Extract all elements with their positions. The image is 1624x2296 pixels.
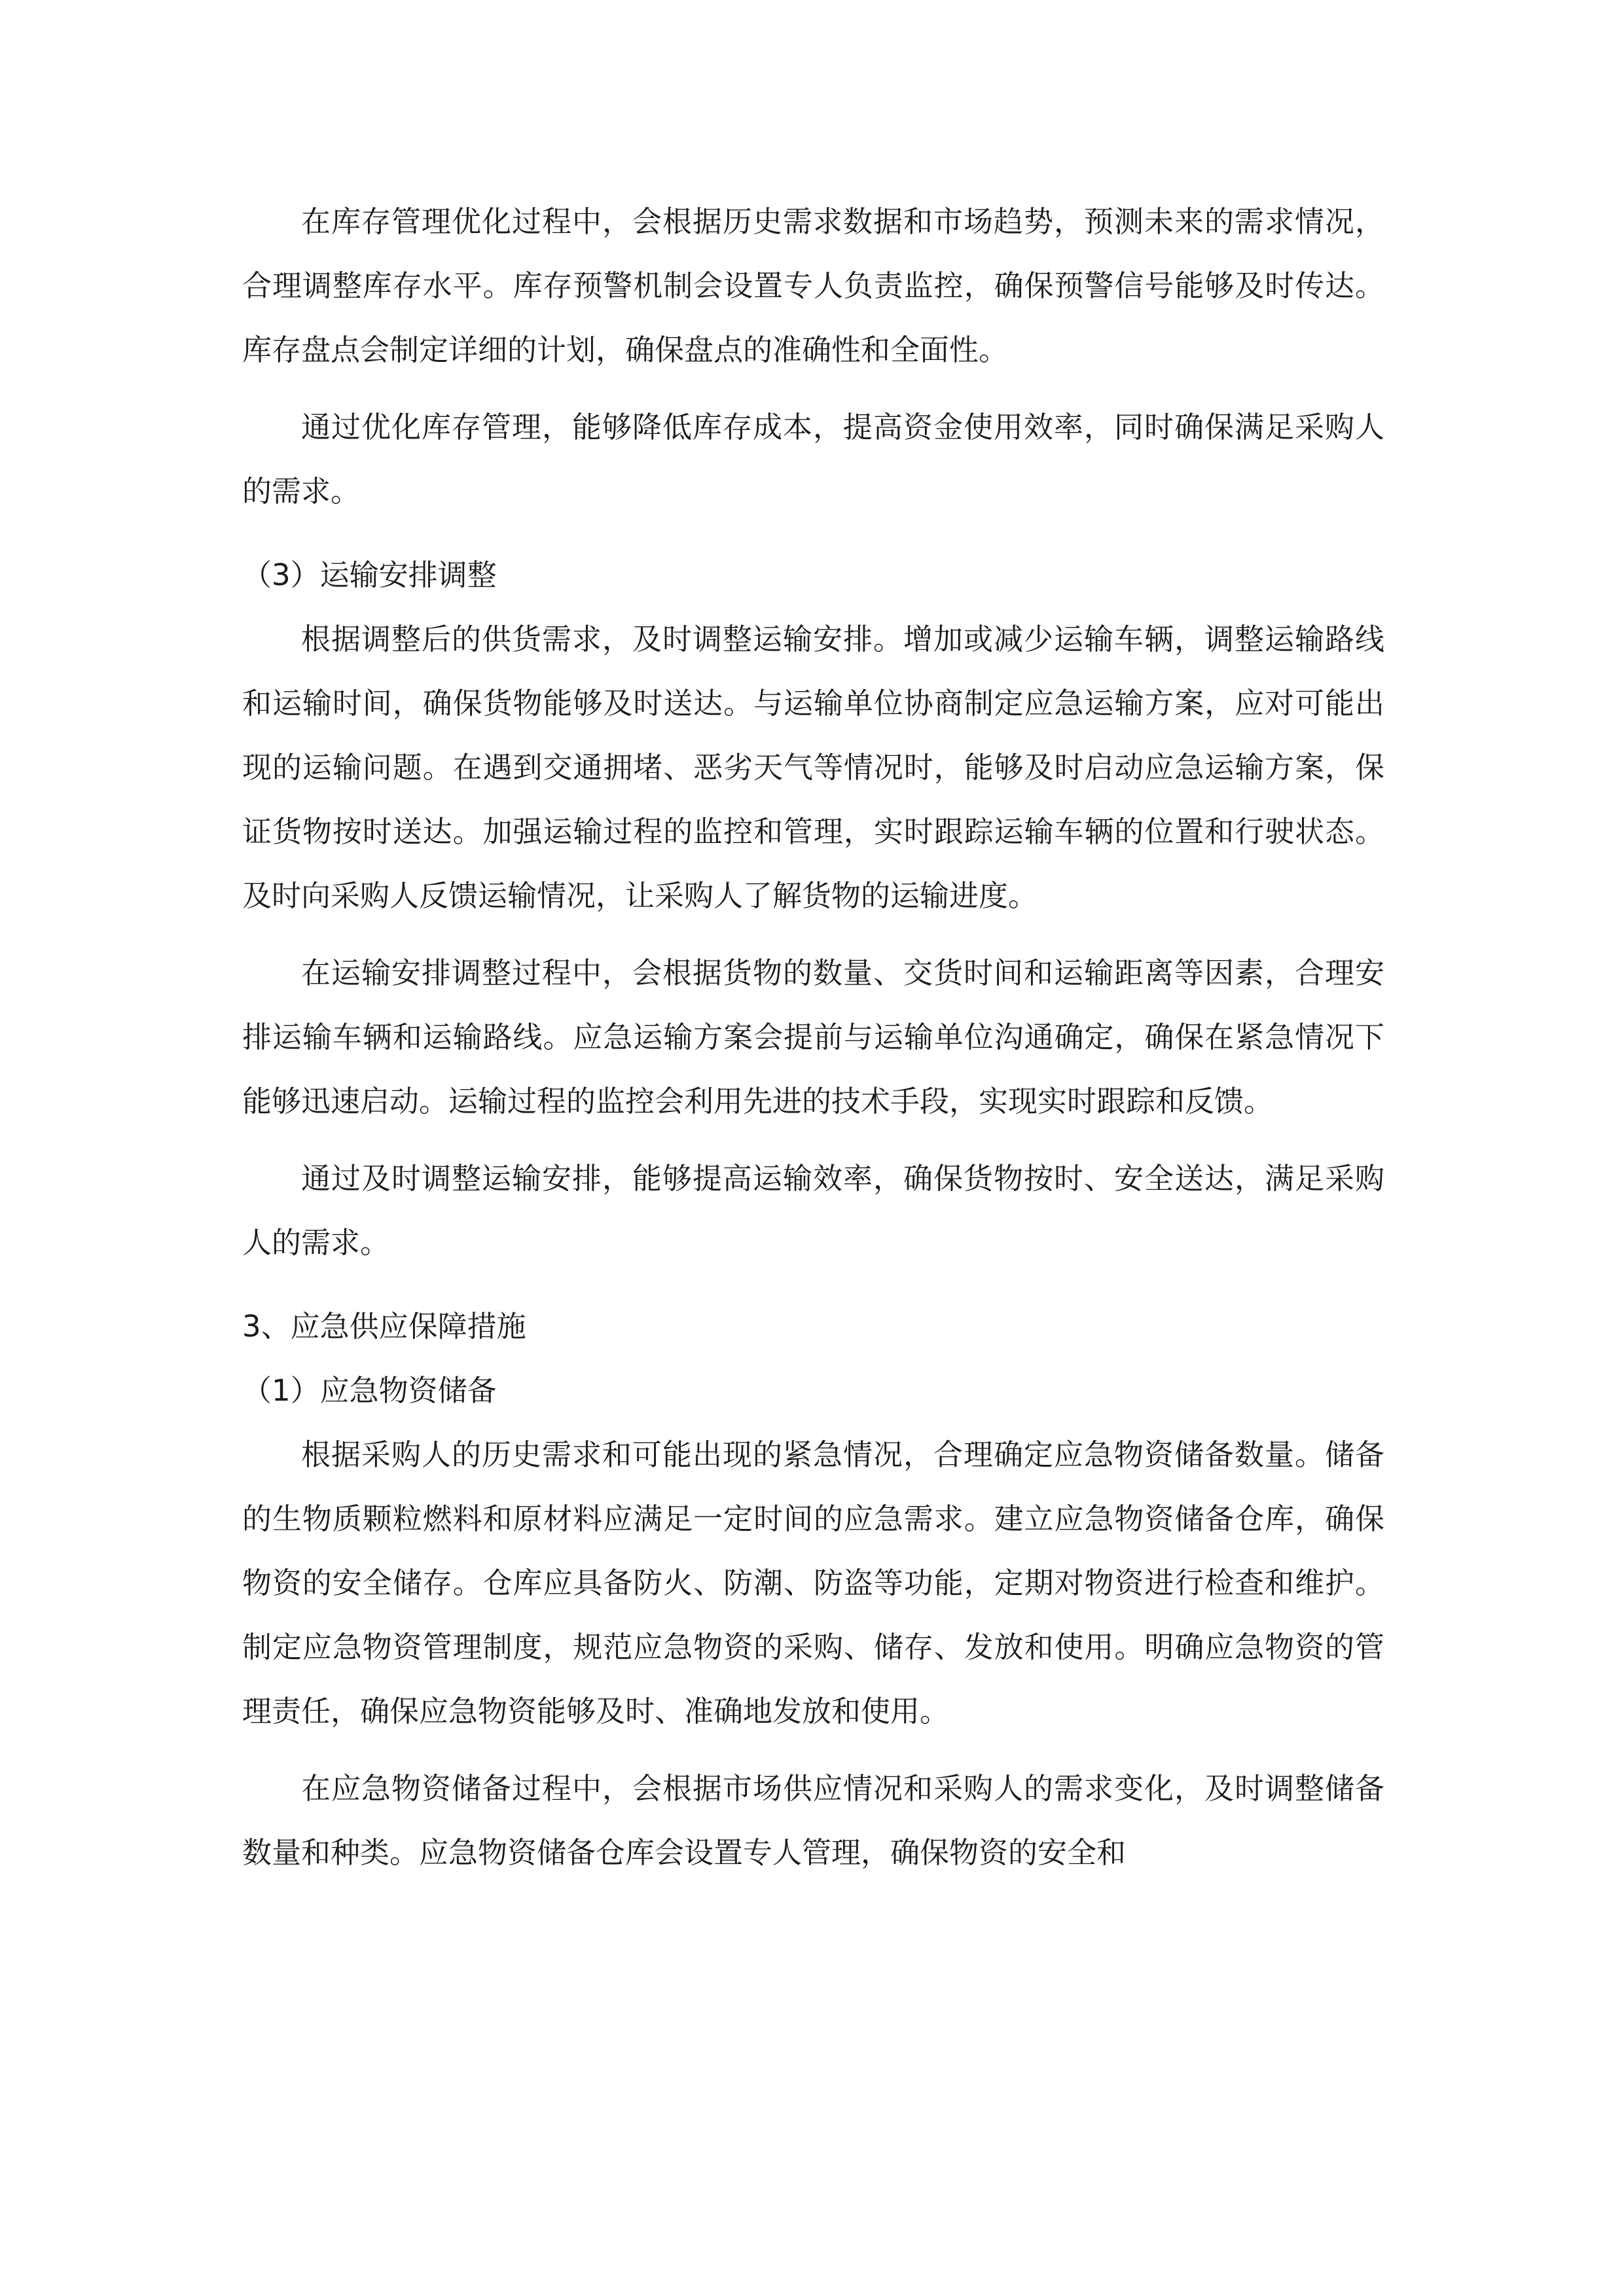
section-heading-emergency-supply: 3、应急供应保障措施	[242, 1309, 526, 1344]
paragraph-inventory-optimization: 在库存管理优化过程中，会根据历史需求数据和市场趋势，预测未来的需求情况，合理调整库存水平。库存预警机制会设置专人负责监控，确保预警信号能够及时传达。库存盘点会制定详细的计划，确保盘点的准确性和全面性。	[242, 204, 1384, 367]
paragraph-transport-process: 在运输安排调整过程中，会根据货物的数量、交货时间和运输距离等因素，合理安排运输车辆和运输路线。应急运输方案会提前与运输单位沟通确定，确保在紧急情况下能够迅速启动。运输过程的监控会利用先进的技术手段，实现实时跟踪和反馈。	[242, 956, 1384, 1119]
paragraph-emergency-reserve: 根据采购人的历史需求和可能出现的紧急情况，合理确定应急物资储备数量。储备的生物质颗粒燃料和原材料应满足一定时间的应急需求。建立应急物资储备仓库，确保物资的安全储存。仓库应具备防火、防潮、防盗等功能，定期对物资进行检查和维护。制定应急物资管理制度，规范应急物资的采购、储存、发放和使用。明确应急物资的管理责任，确保应急物资能够及时、准确地发放和使用。	[242, 1437, 1384, 1729]
subheading-transport-adjustment: （3）运输安排调整	[242, 558, 497, 592]
paragraph-transport-benefit: 通过及时调整运输安排，能够提高运输效率，确保货物按时、安全送达，满足采购人的需求。	[242, 1161, 1384, 1260]
subheading-emergency-reserve: （1）应急物资储备	[242, 1373, 497, 1408]
paragraph-inventory-benefit: 通过优化库存管理，能够降低库存成本，提高资金使用效率，同时确保满足采购人的需求。	[242, 410, 1384, 509]
paragraph-emergency-reserve-process: 在应急物资储备过程中，会根据市场供应情况和采购人的需求变化，及时调整储备数量和种类。应急物资储备仓库会设置专人管理，确保物资的安全和	[242, 1771, 1384, 1870]
document-body	[242, 190, 1384, 1898]
paragraph-transport-adjustment: 根据调整后的供货需求，及时调整运输安排。增加或减少运输车辆，调整运输路线和运输时间，确保货物能够及时送达。与运输单位协商制定应急运输方案，应对可能出现的运输问题。在遇到交通拥堵、恶劣天气等情况时，能够及时启动应急运输方案，保证货物按时送达。加强运输过程的监控和管理，实时跟踪运输车辆的位置和行驶状态。及时向采购人反馈运输情况，让采购人了解货物的运输进度。	[242, 622, 1384, 913]
